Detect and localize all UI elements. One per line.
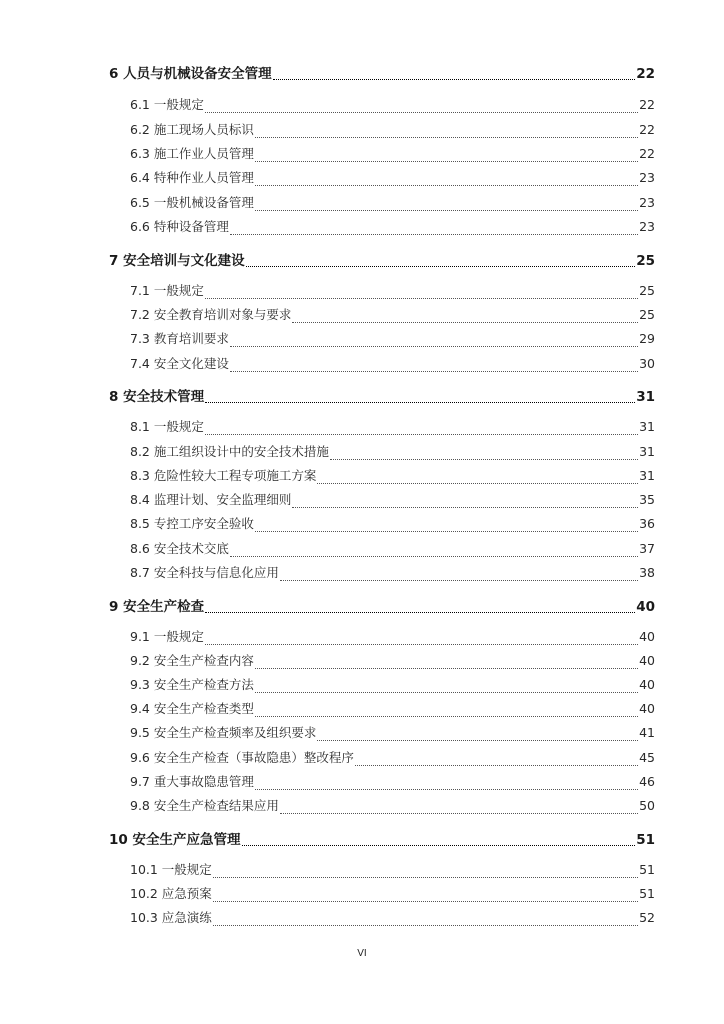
toc-entry-page-number: 51	[639, 862, 655, 877]
toc-entry-page-number: 35	[639, 492, 655, 507]
toc-entry-label: 8.3 危险性较大工程专项施工方案	[130, 468, 317, 483]
toc-section-entry[interactable]	[130, 120, 655, 140]
toc-section-entry[interactable]	[130, 539, 655, 559]
toc-entry-label: 8.7 安全科技与信息化应用	[130, 565, 279, 580]
dot-leader	[213, 867, 638, 878]
toc-chapter-entry[interactable]	[109, 249, 655, 269]
dot-leader	[255, 658, 638, 669]
toc-chapter-entry[interactable]	[109, 385, 655, 405]
page-number-footer: VI	[357, 948, 367, 959]
toc-section-entry[interactable]	[130, 281, 655, 301]
toc-chapter-entry[interactable]	[109, 595, 655, 615]
toc-section-entry[interactable]	[130, 748, 655, 768]
dot-leader	[230, 361, 638, 372]
dot-leader	[292, 497, 638, 508]
toc-entry-page-number: 30	[639, 356, 655, 371]
toc-entry-label: 9.2 安全生产检查内容	[130, 653, 254, 668]
dot-leader	[330, 449, 638, 460]
dot-leader	[230, 224, 638, 235]
toc-entry-page-number: 50	[639, 798, 655, 813]
toc-section-entry[interactable]	[130, 675, 655, 695]
dot-leader	[205, 391, 635, 403]
toc-entry-page-number: 51	[639, 886, 655, 901]
toc-entry-page-number: 40	[639, 701, 655, 716]
toc-entry-label: 9.8 安全生产检查结果应用	[130, 798, 279, 813]
toc-section-entry[interactable]	[130, 144, 655, 164]
toc-entry-label: 7.1 一般规定	[130, 283, 204, 298]
dot-leader	[255, 200, 638, 211]
toc-entry-label: 6.1 一般规定	[130, 97, 204, 112]
dot-leader	[242, 834, 636, 846]
toc-entry-page-number: 40	[639, 653, 655, 668]
toc-section-entry[interactable]	[130, 466, 655, 486]
toc-entry-page-number: 31	[639, 468, 655, 483]
toc-section-entry[interactable]	[130, 723, 655, 743]
toc-section-entry[interactable]	[130, 329, 655, 349]
toc-entry-label: 10.2 应急预案	[130, 886, 212, 901]
dot-leader	[317, 730, 638, 741]
toc-entry-label: 6.4 特种作业人员管理	[130, 170, 254, 185]
toc-section-entry[interactable]	[130, 442, 655, 462]
toc-section-entry[interactable]	[130, 772, 655, 792]
dot-leader	[255, 779, 638, 790]
toc-entry-label: 7 安全培训与文化建设	[109, 253, 245, 269]
toc-section-entry[interactable]	[130, 217, 655, 237]
dot-leader	[255, 175, 638, 186]
toc-entry-label: 9.1 一般规定	[130, 629, 204, 644]
dot-leader	[230, 336, 638, 347]
toc-entry-page-number: 51	[636, 832, 655, 848]
toc-section-entry[interactable]	[130, 651, 655, 671]
toc-entry-label: 6 人员与机械设备安全管理	[109, 66, 272, 82]
toc-entry-page-number: 46	[639, 774, 655, 789]
dot-leader	[292, 312, 638, 323]
dot-leader	[246, 255, 636, 267]
toc-section-entry[interactable]	[130, 860, 655, 880]
toc-entry-page-number: 25	[639, 283, 655, 298]
dot-leader	[280, 803, 638, 814]
dot-leader	[255, 706, 638, 717]
toc-entry-label: 9.4 安全生产检查类型	[130, 701, 254, 716]
toc-entry-label: 9.5 安全生产检查频率及组织要求	[130, 725, 317, 740]
toc-entry-page-number: 38	[639, 565, 655, 580]
toc-chapter-entry[interactable]	[109, 62, 655, 82]
toc-entry-page-number: 40	[639, 677, 655, 692]
toc-entry-page-number: 29	[639, 331, 655, 346]
toc-entry-label: 8.2 施工组织设计中的安全技术措施	[130, 444, 329, 459]
dot-leader	[255, 127, 638, 138]
toc-entry-label: 8.5 专控工序安全验收	[130, 516, 254, 531]
toc-entry-label: 7.3 教育培训要求	[130, 331, 229, 346]
toc-entry-page-number: 45	[639, 750, 655, 765]
toc-section-entry[interactable]	[130, 563, 655, 583]
toc-entry-label: 9.7 重大事故隐患管理	[130, 774, 254, 789]
toc-entry-page-number: 52	[639, 910, 655, 925]
dot-leader	[280, 570, 638, 581]
toc-entry-label: 10.1 一般规定	[130, 862, 212, 877]
toc-entry-label: 6.2 施工现场人员标识	[130, 122, 254, 137]
toc-entry-label: 7.2 安全教育培训对象与要求	[130, 307, 292, 322]
toc-entry-page-number: 22	[639, 97, 655, 112]
toc-chapter-entry[interactable]	[109, 828, 655, 848]
dot-leader	[355, 755, 638, 766]
toc-entry-page-number: 22	[639, 146, 655, 161]
dot-leader	[255, 682, 638, 693]
toc-entry-page-number: 22	[636, 66, 655, 82]
toc-entry-label: 9.6 安全生产检查（事故隐患）整改程序	[130, 750, 354, 765]
toc-entry-label: 10 安全生产应急管理	[109, 832, 241, 848]
toc-section-entry[interactable]	[130, 95, 655, 115]
toc-entry-page-number: 41	[639, 725, 655, 740]
toc-section-entry[interactable]	[130, 305, 655, 325]
toc-entry-label: 8.1 一般规定	[130, 419, 204, 434]
dot-leader	[230, 546, 638, 557]
toc-entry-label: 8.6 安全技术交底	[130, 541, 229, 556]
toc-entry-label: 10.3 应急演练	[130, 910, 212, 925]
toc-section-entry[interactable]	[130, 168, 655, 188]
toc-entry-page-number: 25	[639, 307, 655, 322]
toc-entry-label: 6.5 一般机械设备管理	[130, 195, 254, 210]
toc-section-entry[interactable]	[130, 627, 655, 647]
toc-entry-label: 8 安全技术管理	[109, 389, 205, 405]
toc-entry-label: 8.4 监理计划、安全监理细则	[130, 492, 292, 507]
toc-section-entry[interactable]	[130, 193, 655, 213]
dot-leader	[205, 424, 638, 435]
toc-entry-label: 7.4 安全文化建设	[130, 356, 229, 371]
dot-leader	[205, 102, 638, 113]
toc-section-entry[interactable]	[130, 796, 655, 816]
toc-entry-page-number: 23	[639, 170, 655, 185]
toc-section-entry[interactable]	[130, 417, 655, 437]
toc-entry-page-number: 31	[639, 444, 655, 459]
dot-leader	[205, 634, 638, 645]
toc-section-entry[interactable]	[130, 908, 655, 928]
toc-entry-page-number: 23	[639, 219, 655, 234]
toc-section-entry[interactable]	[130, 490, 655, 510]
toc-entry-page-number: 31	[636, 389, 655, 405]
toc-entry-page-number: 31	[639, 419, 655, 434]
toc-entry-label: 6.3 施工作业人员管理	[130, 146, 254, 161]
dot-leader	[213, 891, 638, 902]
dot-leader	[273, 68, 636, 80]
toc-entry-label: 9.3 安全生产检查方法	[130, 677, 254, 692]
toc-entry-page-number: 23	[639, 195, 655, 210]
toc-entry-label: 6.6 特种设备管理	[130, 219, 229, 234]
toc-section-entry[interactable]	[130, 884, 655, 904]
toc-entry-page-number: 40	[639, 629, 655, 644]
dot-leader	[317, 473, 638, 484]
toc-section-entry[interactable]	[130, 514, 655, 534]
toc-entry-page-number: 37	[639, 541, 655, 556]
toc-section-entry[interactable]	[130, 699, 655, 719]
toc-section-entry[interactable]	[130, 354, 655, 374]
toc-entry-label: 9 安全生产检查	[109, 599, 205, 615]
toc-entry-page-number: 36	[639, 516, 655, 531]
dot-leader	[205, 601, 635, 613]
dot-leader	[255, 151, 638, 162]
dot-leader	[205, 288, 638, 299]
dot-leader	[213, 915, 638, 926]
toc-entry-page-number: 25	[636, 253, 655, 269]
toc-entry-page-number: 40	[636, 599, 655, 615]
toc-entry-page-number: 22	[639, 122, 655, 137]
dot-leader	[255, 521, 638, 532]
